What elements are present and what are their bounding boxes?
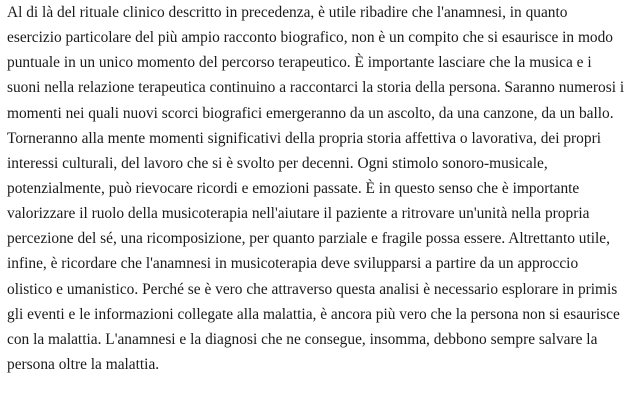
paragraph-line-4: suoni nella relazione terapeutica continuino a raccontarci la storia della persona. Saranno numerosi i — [7, 79, 625, 97]
paragraph-line-6: Torneranno alla mente momenti significativi della propria storia affettiva o lavorativa, dei propri — [7, 129, 601, 147]
paragraph-line-13: gli eventi e le informazioni collegate alla malattia, è ancora più vero che la persona non si esaurisce — [7, 305, 620, 323]
paragraph-line-7: interessi culturali, del lavoro che si è svolto per decenni. Ogni stimolo sonoro-musicale, — [7, 154, 548, 172]
body-paragraph — [7, 0, 640, 377]
paragraph-line-15: persona oltre la malattia. — [7, 355, 160, 373]
paragraph-line-2: esercizio particolare del più ampio racconto biografico, non è un compito che si esaurisce in modo — [7, 29, 614, 47]
paragraph-line-5: momenti nei quali nuovi scorci biografici emergeranno da un ascolto, da una canzone, da un ballo. — [7, 104, 614, 122]
paragraph-line-8: potenzialmente, può rievocare ricordi e emozioni passate. È in questo senso che è importante — [7, 179, 580, 197]
paragraph-line-10: percezione del sé, una ricomposizione, per quanto parziale e fragile possa essere. Altrettanto utile, — [7, 230, 610, 248]
paragraph-line-12: olistico e umanistico. Perché se è vero che attraverso questa analisi è necessario esplorare in primis — [7, 280, 618, 298]
paragraph-line-1: Al di là del rituale clinico descritto in precedenza, è utile ribadire che l'anamnesi, in quanto — [7, 4, 568, 21]
paragraph-line-3: puntuale in un unico momento del percorso terapeutico. È importante lasciare che la musica e i — [7, 54, 592, 72]
paragraph-line-14: con la malattia. L'anamnesi e la diagnosi che ne consegue, insomma, debbono sempre salvare la — [7, 330, 598, 348]
paragraph-line-11: infine, è ricordare che l'anamnesi in musicoterapia deve svilupparsi a partire da un approccio — [7, 255, 579, 273]
paragraph-line-9: valorizzare il ruolo della musicoterapia nell'aiutare il paziente a ritrovare un'unità nella propria — [7, 205, 590, 223]
